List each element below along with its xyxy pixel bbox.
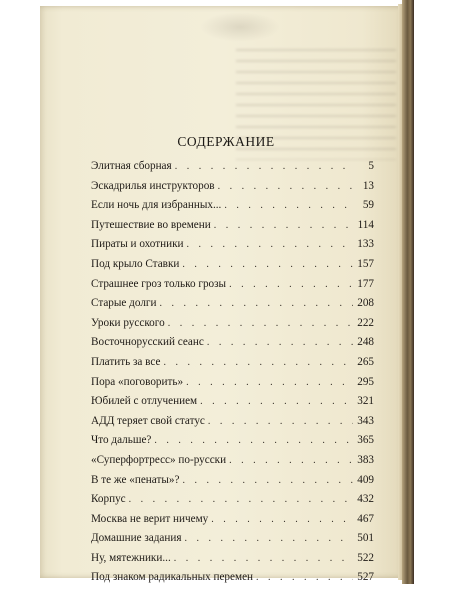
toc-entry: [91, 571, 374, 591]
toc-entry: [91, 376, 374, 396]
toc-entry: [91, 297, 374, 317]
toc-entry-title: Восточнорусский сеанс: [91, 336, 204, 349]
toc-entry-title: «Суперфортресс» по-русски: [91, 453, 227, 466]
toc-entry-page: 321: [357, 395, 374, 408]
toc-entry: [91, 219, 374, 239]
toc-entry-page: 383: [357, 453, 374, 466]
toc-entry-title: Что дальше?: [91, 434, 152, 447]
toc-entry-page: 133: [357, 238, 374, 251]
dot-leader: [218, 181, 353, 192]
toc-entry-page: 501: [357, 532, 374, 545]
toc-entry-page: 157: [357, 257, 374, 270]
toc-entry: [91, 434, 374, 454]
dot-leader: [154, 435, 353, 446]
toc-entry-title: АДД теряет свой статус: [91, 414, 205, 427]
dot-leader: [182, 259, 353, 270]
toc-entry: [91, 317, 374, 337]
table-of-contents: [91, 160, 374, 591]
dot-leader: [185, 533, 354, 544]
toc-entry-title: Москва не верит ничему: [91, 512, 209, 525]
toc-entry-page: 13: [362, 179, 374, 192]
toc-entry-page: 114: [357, 218, 374, 231]
toc-entry-page: 343: [357, 414, 374, 427]
toc-entry-title: Элитная сборная: [91, 160, 172, 172]
toc-entry: [91, 454, 374, 474]
toc-entry-title: Путешествие во времени: [91, 218, 211, 231]
toc-entry-title: Эскадрилья инструкторов: [91, 179, 215, 192]
toc-entry-page: 222: [357, 316, 374, 329]
dot-leader: [168, 318, 353, 329]
toc-entry-page: 295: [357, 375, 374, 388]
toc-entry-page: 409: [357, 473, 374, 486]
toc-entry: [91, 238, 374, 258]
dot-leader: [214, 220, 353, 231]
toc-entry-page: 527: [357, 571, 374, 584]
toc-entry-page: 5: [368, 160, 374, 172]
dot-leader: [229, 279, 353, 290]
toc-entry-title: Если ночь для избранных...: [91, 199, 222, 212]
toc-entry: [91, 532, 374, 552]
dot-leader: [186, 377, 353, 388]
toc-entry-page: 265: [357, 355, 374, 368]
dot-leader: [208, 416, 353, 427]
toc-entry: [91, 513, 374, 533]
page-title: СОДЕРЖАНИЕ: [177, 134, 275, 149]
toc-entry: [91, 199, 374, 219]
toc-entry-title: Пираты и охотники: [91, 238, 184, 251]
toc-entry: [91, 474, 374, 494]
dot-leader: [182, 475, 353, 486]
toc-entry-page: 467: [357, 512, 374, 525]
toc-entry-title: Старые долги: [91, 297, 157, 310]
toc-entry: [91, 160, 374, 180]
toc-entry: [91, 552, 374, 572]
dot-leader: [211, 514, 353, 525]
bleed-through-emblem: [200, 12, 280, 42]
dot-leader: [200, 396, 353, 407]
toc-entry-page: 177: [357, 277, 374, 290]
toc-entry-title: Домашние задания: [91, 532, 182, 545]
dot-leader: [207, 337, 353, 348]
toc-entry: [91, 336, 374, 356]
toc-entry: [91, 356, 374, 376]
toc-entry: [91, 278, 374, 298]
toc-entry-page: 248: [357, 336, 374, 349]
dot-leader: [256, 572, 353, 583]
toc-entry-title: Юбилей с отлучением: [91, 395, 198, 408]
dot-leader: [129, 494, 353, 505]
toc-entry-title: Корпус: [91, 493, 126, 506]
toc-entry: [91, 180, 374, 200]
dot-leader: [187, 239, 353, 250]
toc-entry-title: В те же «пенаты»?: [91, 473, 180, 486]
book-spine-edge: [402, 0, 414, 584]
toc-entry-title: Под знаком радикальных перемен: [91, 571, 254, 584]
toc-entry-page: 208: [357, 297, 374, 310]
toc-entry-page: 432: [357, 493, 374, 506]
toc-entry-page: 522: [357, 551, 374, 564]
dot-leader: [175, 161, 353, 172]
dot-leader: [163, 357, 353, 368]
toc-entry-page: 59: [362, 199, 374, 212]
toc-entry-title: Уроки русского: [91, 316, 165, 329]
toc-entry-title: Пора «поговорить»: [91, 375, 184, 388]
dot-leader: [174, 553, 353, 564]
toc-entry: [91, 493, 374, 513]
toc-entry-title: Платить за все: [91, 355, 161, 368]
toc-entry-title: Страшнее гроз только грозы: [91, 277, 227, 290]
toc-entry-title: Ну, мятежники...: [91, 551, 171, 564]
dot-leader: [159, 298, 353, 309]
toc-entry-page: 365: [357, 434, 374, 447]
dot-leader: [229, 455, 353, 466]
toc-entry: [91, 415, 374, 435]
toc-entry: [91, 258, 374, 278]
toc-entry-title: Под крыло Ставки: [91, 257, 180, 270]
toc-entry: [91, 395, 374, 415]
dot-leader: [224, 200, 353, 211]
